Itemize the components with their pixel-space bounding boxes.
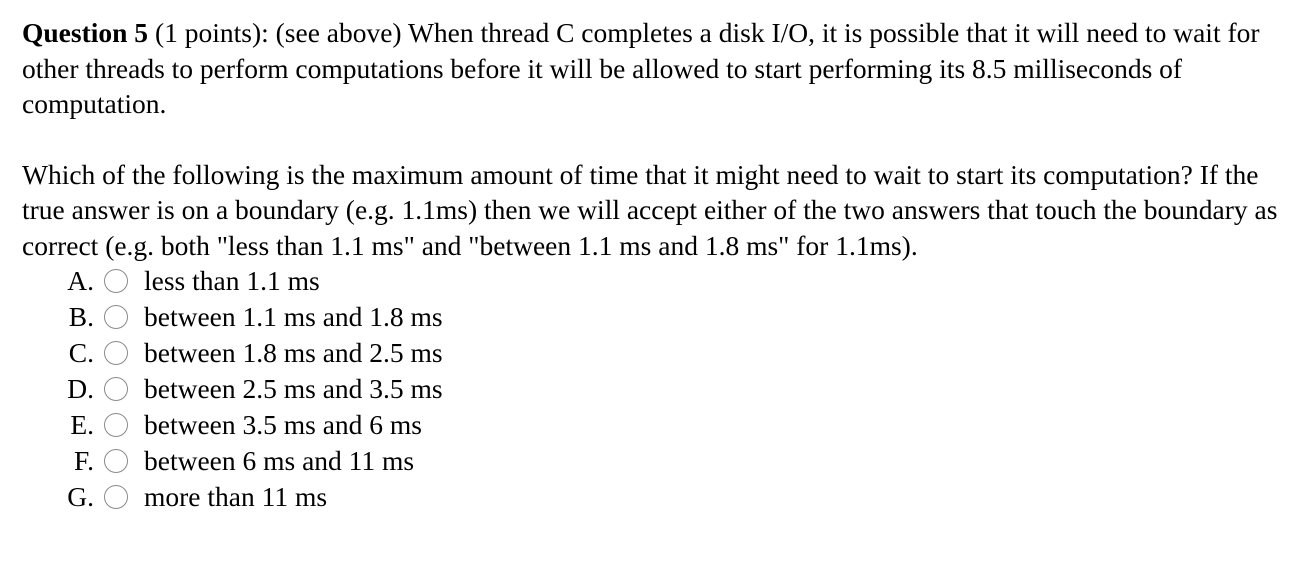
option-f[interactable]: [22, 443, 1298, 479]
option-letter: B.: [68, 301, 94, 333]
option-label[interactable]: more than 11 ms: [144, 481, 328, 513]
radio-button-c[interactable]: [104, 341, 128, 365]
option-letter: D.: [67, 373, 94, 405]
radio-button-d[interactable]: [104, 377, 128, 401]
question-prompt: Which of the following is the maximum amount of time that it might need to wait to start its computation? If the true answer is on a boundary (e.g. 1.1ms) then we will accept either of the two answers that touch the boundary as correct (e.g. both "less than 1.1 ms" and "between 1.1 ms and 1.8 ms" for 1.1ms).: [22, 158, 1278, 261]
question-intro: (1 points): (see above) When thread C completes a disk I/O, it is possible that it will need to wait for other threads to perform computations before it will be allowed to start performing its 8.5 milliseconds of computation.: [22, 17, 1260, 119]
option-label[interactable]: between 6 ms and 11 ms: [144, 445, 415, 477]
option-letter: E.: [70, 409, 94, 441]
radio-button-e[interactable]: [104, 413, 128, 437]
option-label[interactable]: between 1.1 ms and 1.8 ms: [144, 301, 443, 333]
option-letter: C.: [68, 337, 94, 369]
radio-button-g[interactable]: [104, 485, 128, 509]
option-e[interactable]: [22, 407, 1298, 443]
question-block: [22, 15, 1298, 515]
option-c[interactable]: [22, 335, 1298, 371]
option-g[interactable]: [22, 479, 1298, 515]
answer-options: [22, 263, 1298, 515]
radio-button-a[interactable]: [104, 269, 128, 293]
option-label[interactable]: between 1.8 ms and 2.5 ms: [144, 337, 443, 369]
option-d[interactable]: [22, 371, 1298, 407]
option-letter: A.: [67, 265, 94, 297]
option-a[interactable]: [22, 263, 1298, 299]
option-label[interactable]: between 3.5 ms and 6 ms: [144, 409, 423, 441]
option-letter: F.: [74, 445, 94, 477]
option-label[interactable]: less than 1.1 ms: [144, 265, 320, 297]
question-intro-paragraph: [22, 15, 1298, 122]
radio-button-b[interactable]: [104, 305, 128, 329]
question-title: Question 5: [22, 17, 149, 48]
option-b[interactable]: [22, 299, 1298, 335]
option-label[interactable]: between 2.5 ms and 3.5 ms: [144, 373, 443, 405]
option-letter: G.: [67, 481, 94, 513]
radio-button-f[interactable]: [104, 449, 128, 473]
